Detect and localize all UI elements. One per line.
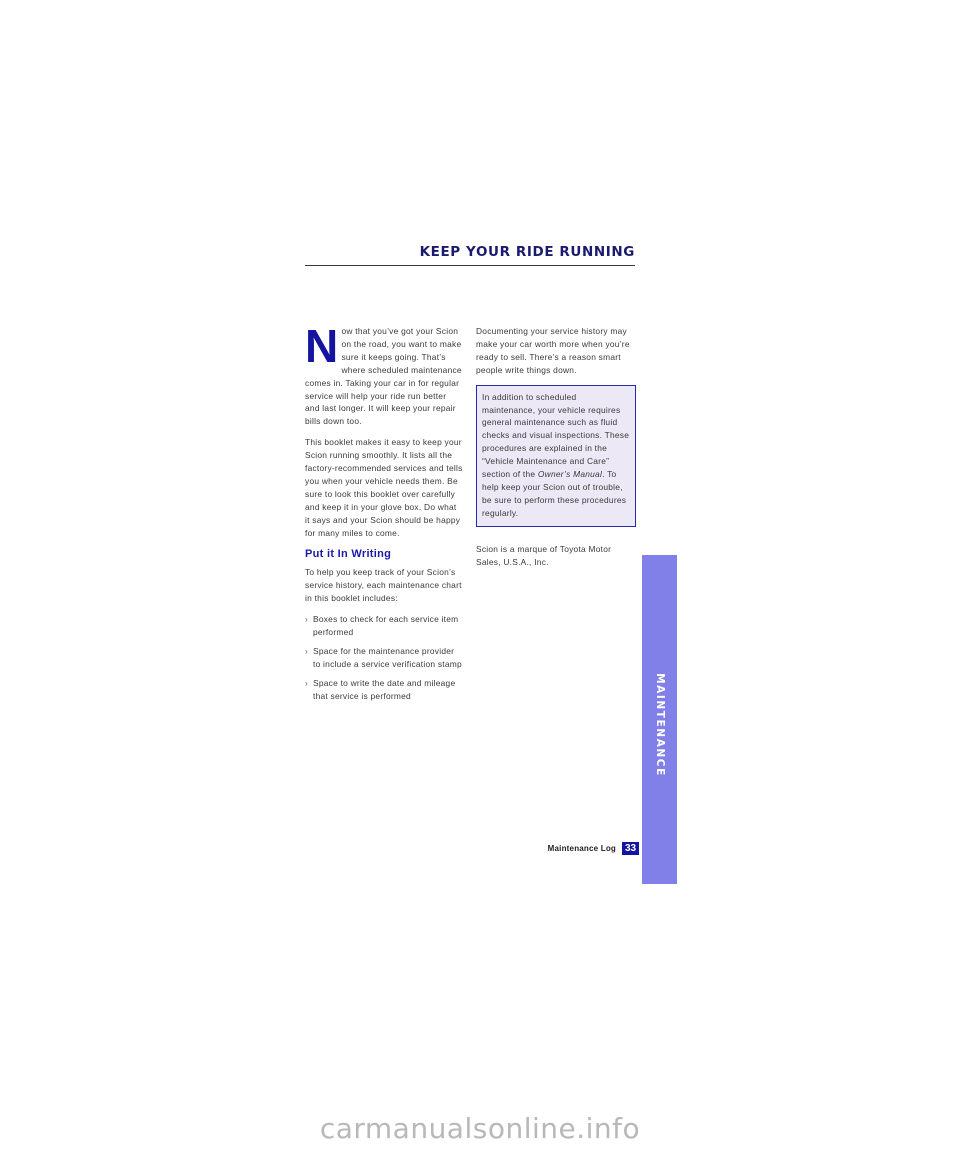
list-item-text: Boxes to check for each service item performed	[313, 614, 459, 638]
title-divider	[305, 265, 635, 266]
page-title: KEEP YOUR RIDE RUNNING	[419, 244, 635, 260]
section-side-tab	[642, 555, 677, 884]
list-item-text: Space for the maintenance provider to include a service verification stamp	[313, 645, 462, 669]
drop-cap: N	[305, 320, 339, 372]
chevron-right-icon: ›	[305, 677, 309, 688]
chevron-right-icon: ›	[305, 645, 309, 656]
note-text-start: In addition to scheduled maintenance, your vehicle requires general maintenance such as fluid checks and visual inspections. These procedures are explained in the “Vehicle Maintenance and Care” section of the	[482, 391, 630, 480]
history-paragraph: Documenting your service history may make your car worth more when you’re ready to sell. There’s a reason smart people write things down.	[476, 326, 630, 375]
list-item	[305, 613, 463, 639]
intro-paragraph	[305, 320, 463, 428]
list-item	[305, 677, 463, 703]
chart-intro-paragraph: To help you keep track of your Scion’s service history, each maintenance chart in this booklet includes:	[305, 567, 462, 604]
left-column	[305, 320, 463, 709]
list-item-text: Space to write the date and mileage that service is performed	[313, 677, 456, 701]
booklet-paragraph: This booklet makes it easy to keep your Scion running smoothly. It lists all the factory-recommended services and tells you when your vehicle needs them. Be sure to look this booklet over carefully and keep it in your glove box. Do what it says and your Scion should be happy for many miles to come.	[305, 437, 463, 538]
marque-paragraph: Scion is a marque of Toyota Motor Sales, U.S.A., Inc.	[476, 543, 612, 567]
right-column	[476, 325, 636, 577]
chart-features-list	[305, 613, 463, 702]
list-item	[305, 645, 463, 671]
footer-section-label: Maintenance Log	[547, 844, 616, 853]
section-heading: Put it In Writing	[305, 547, 392, 560]
chevron-right-icon: ›	[305, 614, 309, 625]
side-tab-label: MAINTENANCE	[653, 673, 666, 777]
note-text-end: . To help keep your Scion out of trouble, be sure to perform these procedures regularly.	[482, 469, 627, 518]
watermark: carmanualsonline.info	[319, 1112, 641, 1145]
intro-text: ow that you’ve got your Scion on the road, you want to make sure it keeps going. That’s where scheduled maintenance comes in. Taking your car in for regular service will help your ride run better and last longer. It will keep your repair bills down too.	[305, 326, 462, 427]
note-manual-title: Owner’s Manual	[537, 469, 603, 480]
page-number: 33	[622, 842, 639, 855]
maintenance-note-box	[476, 385, 636, 527]
